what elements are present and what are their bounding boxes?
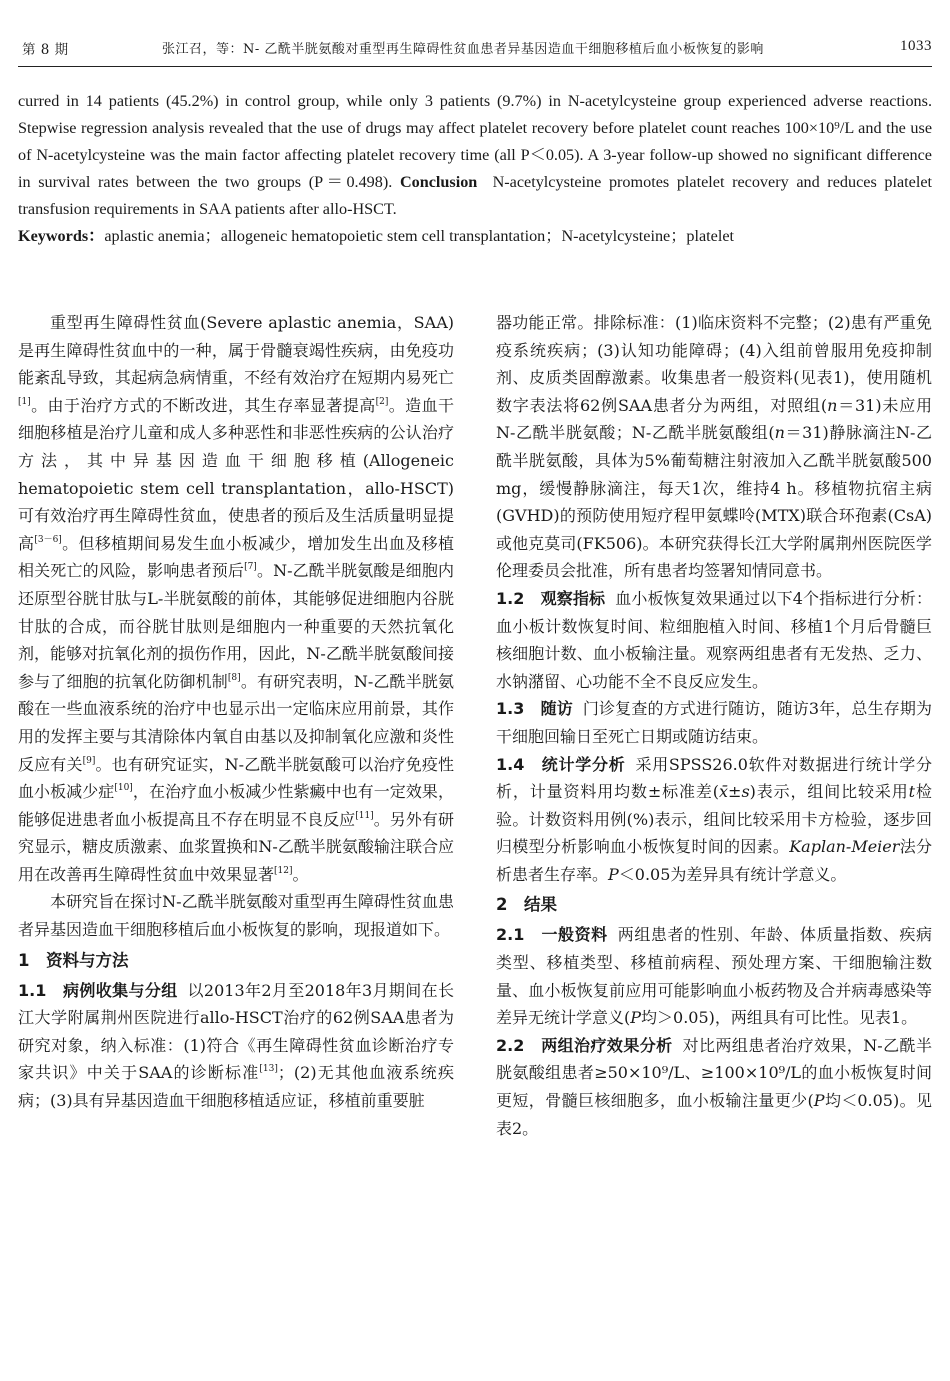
citation[interactable]: [11] xyxy=(355,810,374,821)
intro-text: 。造血干细胞移植是治疗儿童和成人多种恶性和非恶性疾病的公认治疗方法，其中异基因造血干细胞移植(Allogeneic hematopoietic stem cell transplantation，allo-HSCT)可有效治疗再生障碍性贫血，使患者的预后及生活质量明显提高 xyxy=(18,395,454,553)
section-2-1 xyxy=(496,921,932,1031)
section-text: ＜0.05为差异具有统计学意义。 xyxy=(618,864,847,884)
section-1-4-label: 1.4 统计学分析 xyxy=(496,754,626,774)
intro-text: 。有研究表明，N-乙酰半胱氨酸在一些血液系统的治疗中也显示出一定临床应用前景，其作用的发挥主要与其清除体内氧自由基以及抑制氧化应激和炎性反应有关 xyxy=(18,671,454,774)
citation[interactable]: [10] xyxy=(114,783,133,794)
section-1-3 xyxy=(496,695,932,750)
section-1-4 xyxy=(496,751,932,889)
intro-text: 。 xyxy=(292,864,309,884)
left-column xyxy=(18,309,454,1115)
section-text: 血小板恢复效果通过以下4个指标进行分析：血小板计数恢复时间、粒细胞植入时间、移植1个月后骨髓巨核细胞计数、血小板输注量。观察两组患者有无发热、乏力、水钠潴留、心功能不全不良反应发生。 xyxy=(496,588,932,691)
section-1-1-label: 1.1 病例收集与分组 xyxy=(18,980,178,1000)
section-text: )表示，组间比较采用 xyxy=(749,782,909,802)
mean-sd-symbol: x̄±s xyxy=(719,782,750,802)
section-text: ＝31)未应用N-乙酰半胱氨酸；N-乙酰半胱氨酸组( xyxy=(496,395,932,443)
citation[interactable]: [3－6] xyxy=(34,534,62,545)
italic-p: P xyxy=(608,864,619,884)
section-text: 以2013年2月至2018年3月期间在长江大学附属荆州医院进行allo-HSCT治疗的62例SAA患者为研究对象，纳入标准：(1)符合《再生障碍性贫血诊断治疗专家共识》中关于SAA的诊断标准 xyxy=(18,980,454,1083)
intro-text: 。另外有研究显示，糖皮质激素、血浆置换和N-乙酰半胱氨酸输注联合应用在改善再生障碍性贫血中效果显著 xyxy=(18,809,454,884)
keywords-text: aplastic anemia；allogeneic hematopoietic stem cell transplantation；N-acetylcysteine；platelet xyxy=(104,227,735,245)
intro-text: 。由于治疗方式的不断改进，其生存率显著提高 xyxy=(30,395,376,415)
section-2-heading: 2 结果 xyxy=(496,895,557,915)
section-1-1-continued xyxy=(496,309,932,585)
citation[interactable]: [13] xyxy=(259,1064,278,1075)
header-rule xyxy=(18,66,932,67)
section-text: 对比两组患者治疗效果，N-乙酰半胱氨酸组患者≥50×10⁹/L、≥100×10⁹/L的血小板恢复时间更短，骨髓巨核细胞多，血小板输注量更少( xyxy=(496,1035,932,1111)
intro-text: 重型再生障碍性贫血(Severe aplastic anemia，SAA)是再生障碍性贫血中的一种，属于骨髓衰竭性疾病，由免疫功能紊乱导致，其起病急病情重，不经有效治疗在短期内易死亡 xyxy=(18,313,454,388)
italic-t: t xyxy=(908,782,916,802)
citation[interactable]: [8] xyxy=(227,672,241,683)
intro-text: 。但移植期间易发生血小板减少，增加发生出血及移植相关死亡的风险，影响患者预后 xyxy=(18,533,454,581)
section-text: 法分析患者生存率。 xyxy=(496,837,932,884)
page-number: 1033 xyxy=(900,38,932,54)
intro-text: 。也有研究证实，N-乙酰半胱氨酸可以治疗免疫性血小板减少症 xyxy=(18,754,454,802)
section-1-heading: 1 资料与方法 xyxy=(18,950,129,970)
section-text: ＝31)静脉滴注N-乙酰半胱氨酸，具体为5%葡萄糖注射液加入乙酰半胱氨酸500 mg，缓慢静脉滴注，每天1次，维持4 h。移植物抗宿主病(GVHD)的预防使用短疗程甲氨蝶呤(MTX)联合环孢素(CsA)或他克莫司(FK506)。本研究获得长江大学附属荆州医院医学伦理委员会批准，所有患者均签署知情同意书。 xyxy=(496,423,932,581)
right-column xyxy=(496,309,932,1142)
section-text: 门诊复查的方式进行随访，随访3年，总生存期为干细胞回输日至死亡日期或随访结束。 xyxy=(496,699,932,746)
intro-text: ，在治疗血小板减少性紫癜中也有一定效果，能够促进患者血小板提高且不存在明显不良反应 xyxy=(18,782,454,829)
citation[interactable]: [9] xyxy=(82,755,96,766)
italic-n: n xyxy=(827,395,838,415)
abstract-block xyxy=(18,88,932,250)
citation[interactable]: [12] xyxy=(274,865,293,876)
section-2-1-label: 2.1 一般资料 xyxy=(496,925,608,945)
running-title: 张江召，等：N- 乙酰半胱氨酸对重型再生障碍性贫血患者异基因造血干细胞移植后血小板恢复的影响 xyxy=(162,42,764,57)
section-1-3-label: 1.3 随访 xyxy=(496,699,573,719)
abstract-results: curred in 14 patients (45.2%) in control group, while only 3 patients (9.7%) in N-acetylcysteine group experienced adverse reactions. Stepwise regression analysis revealed that the use of drugs may affect platelet recovery before platelet count reaches 100×10⁹/L and the use of N-acetylcysteine was the main factor affecting platelet recovery time (all P＜0.05). A 3-year follow-up showed no significant difference in survival rates between the two groups (P＝0.498). xyxy=(18,92,932,191)
citation[interactable]: [7] xyxy=(244,562,257,573)
section-text: ；(2)无其他血液系统疾病；(3)具有异基因造血干细胞移植适应证，移植前重要脏 xyxy=(18,1063,454,1111)
intro-paragraph-2: 本研究旨在探讨N-乙酰半胱氨酸对重型再生障碍性贫血患者异基因造血干细胞移植后血小板恢复的影响，现报道如下。 xyxy=(18,892,454,940)
section-text: 器功能正常。排除标准：(1)临床资料不完整；(2)患有严重免疫系统疾病；(3)认知功能障碍；(4)入组前曾服用免疫抑制剂、皮质类固醇激素。收集患者一般资料(见表1)，使用随机数字表法将62例SAA患者分为两组，对照组( xyxy=(496,313,932,415)
intro-paragraph-1 xyxy=(18,309,454,888)
section-text: 两组患者的性别、年龄、体质量指数、疾病类型、移植类型、移植前病程、预处理方案、干细胞输注数量、血小板恢复前应用可能影响血小板药物及合并病毒感染等差异无统计学意义( xyxy=(496,925,932,1028)
section-1-2 xyxy=(496,585,932,695)
section-1-1 xyxy=(18,977,454,1115)
keywords-label: Keywords： xyxy=(18,227,105,245)
section-text: 均＞0.05)，两组具有可比性。见表1。 xyxy=(641,1008,918,1028)
issue-number: 第 8 期 xyxy=(22,42,69,58)
intro-text: 。N-乙酰半胱氨酸是细胞内还原型谷胱甘肽与L-半胱氨酸的前体，其能够促进细胞内谷胱甘肽的合成，而谷胱甘肽则是细胞内一种重要的天然抗氧化剂，能够对抗氧化剂的损伤作用，因此，N-乙酰半胱氨酸间接参与了细胞的抗氧化防御机制 xyxy=(18,561,454,691)
section-1-2-label: 1.2 观察指标 xyxy=(496,588,606,608)
keywords-line xyxy=(18,223,932,250)
section-text: 采用SPSS26.0软件对数据进行统计学分析，计量资料用均数±标准差( xyxy=(496,754,932,802)
citation[interactable]: [2] xyxy=(375,396,389,407)
italic-p: P xyxy=(813,1091,825,1111)
section-text: 均＜0.05)。见表2。 xyxy=(496,1091,932,1138)
italic-n: n xyxy=(774,423,785,443)
abstract-text xyxy=(18,88,932,223)
conclusion-text: N-acetylcysteine promotes platelet recovery and reduces platelet transfusion requirements in SAA patients after allo-HSCT. xyxy=(18,173,933,218)
italic-p: P xyxy=(630,1008,642,1028)
section-2-2-label: 2.2 两组治疗效果分析 xyxy=(496,1035,673,1055)
section-text: 检验。计数资料用例(%)表示，组间比较采用卡方检验，逐步回归模型分析影响血小板恢复时间的因素。 xyxy=(496,782,932,857)
conclusion-label: Conclusion xyxy=(399,173,478,191)
citation[interactable]: [1] xyxy=(18,396,31,407)
kaplan-meier: Kaplan-Meier xyxy=(789,837,900,857)
running-header xyxy=(22,38,932,64)
section-2-2 xyxy=(496,1032,932,1142)
